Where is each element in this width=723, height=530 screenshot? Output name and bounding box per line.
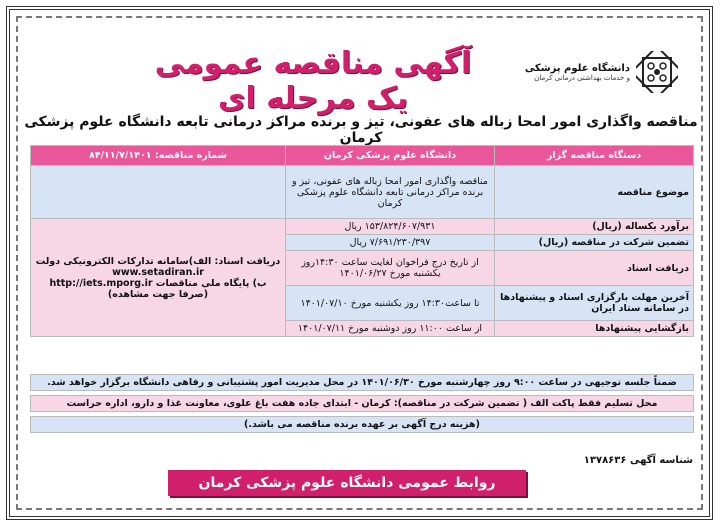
tender-number: شماره مناقصه: ۸۴/۱۱/۷/۱۴۰۱ (31, 146, 286, 166)
iets-link[interactable]: http://iets.mporg.ir (49, 277, 153, 289)
page-title: آگهی مناقصه عمومی یک مرحله ای (154, 46, 472, 116)
tender-table (30, 145, 694, 337)
row-label: دریافت اسناد (495, 251, 694, 286)
subject-value: مناقصه واگذاری امور امحا زباله های عفونی، تیز و برنده مراکز درمانی تابعه دانشگاه علوم پزشکی کرمان (286, 166, 495, 219)
row-value: ۷/۶۹۱/۲۳۰/۳۹۷ ریال (286, 235, 495, 251)
row-label: برآورد یکساله (ریال) (495, 219, 694, 235)
national-portal-label: ب) پایگاه ملی مناقصات (155, 277, 267, 289)
documents-line3 (35, 278, 281, 289)
row-value: از تاریخ درج فراخوان لغایت ساعت ۱۴:۳۰روز یکشنبه مورخ ۱۴۰۱/۰۶/۲۷ (286, 251, 495, 286)
ad-id: شناسه آگهی ۱۳۷۸۶۳۶ (583, 455, 693, 466)
university-name: دانشگاه علوم پزشکی (524, 62, 630, 74)
table-header-row (31, 146, 694, 166)
documents-line1: دریافت اسناد: الف)سامانه تدارکات الکترونیکی دولت (35, 255, 281, 267)
row-label: تضمین شرکت در مناقصه (ریال) (495, 235, 694, 251)
subject-label: موضوع مناقصه (495, 166, 694, 219)
public-relations-band: روابط عمومی دانشگاه علوم پزشکی کرمان (168, 470, 526, 496)
row-value: تا ساعت۱۴:۳۰ روز یکشنبه مورخ ۱۴۰۱/۰۷/۱۰ (286, 286, 495, 321)
row-label: بازگشایی پیشنهادها (495, 321, 694, 337)
university-logo (513, 46, 678, 98)
documents-line5: (صرفا جهت مشاهده) (107, 288, 209, 300)
setadiran-link[interactable]: www.setadiran.ir (112, 266, 204, 278)
documents-info (31, 219, 286, 337)
row-label: آخرین مهلت بارگزاری اسناد و پیشنهادها در سامانه ستاد ایران (495, 286, 694, 321)
cost-note: (هزینه درج آگهی بر عهده برنده مناقصه می باشد.) (30, 416, 694, 433)
page-subtitle: مناقصه واگذاری امور امحا زباله های عفونی، تیز و برنده مراکز درمانی تابعه دانشگاه علوم پزشکی کرمان (24, 114, 698, 146)
subject-side (31, 166, 286, 219)
meeting-note: ضمناً جلسه توجیهی در ساعت ۹:۰۰ روز چهارشنبه مورخ ۱۴۰۱/۰۶/۳۰ در محل مدیریت امور پشتیبانی و رفاهی دانشگاه برگزار خواهد شد. (30, 374, 694, 391)
header-value: دانشگاه علوم پزشکی کرمان (286, 146, 495, 166)
emblem-icon (636, 51, 678, 93)
row-value: ۱۵۳/۸۲۴/۶۰۷/۹۳۱ ریال (286, 219, 495, 235)
university-text (525, 63, 630, 82)
header-label: دستگاه مناقصه گزار (495, 146, 694, 166)
delivery-note: محل تسلیم فقط پاکت الف ( تضمین شرکت در مناقصه): کرمان - ابتدای جاده هفت باغ علوی، معاونت غذا و دارو، اداره حراست (30, 395, 694, 412)
row-value: از ساعت ۱۱:۰۰ روز دوشنبه مورخ ۱۴۰۱/۰۷/۱۱ (286, 321, 495, 337)
university-sub: و خدمات بهداشتی درمانی کرمان (534, 73, 630, 82)
header (22, 40, 698, 116)
table-row (31, 219, 694, 235)
subject-row (31, 166, 694, 219)
